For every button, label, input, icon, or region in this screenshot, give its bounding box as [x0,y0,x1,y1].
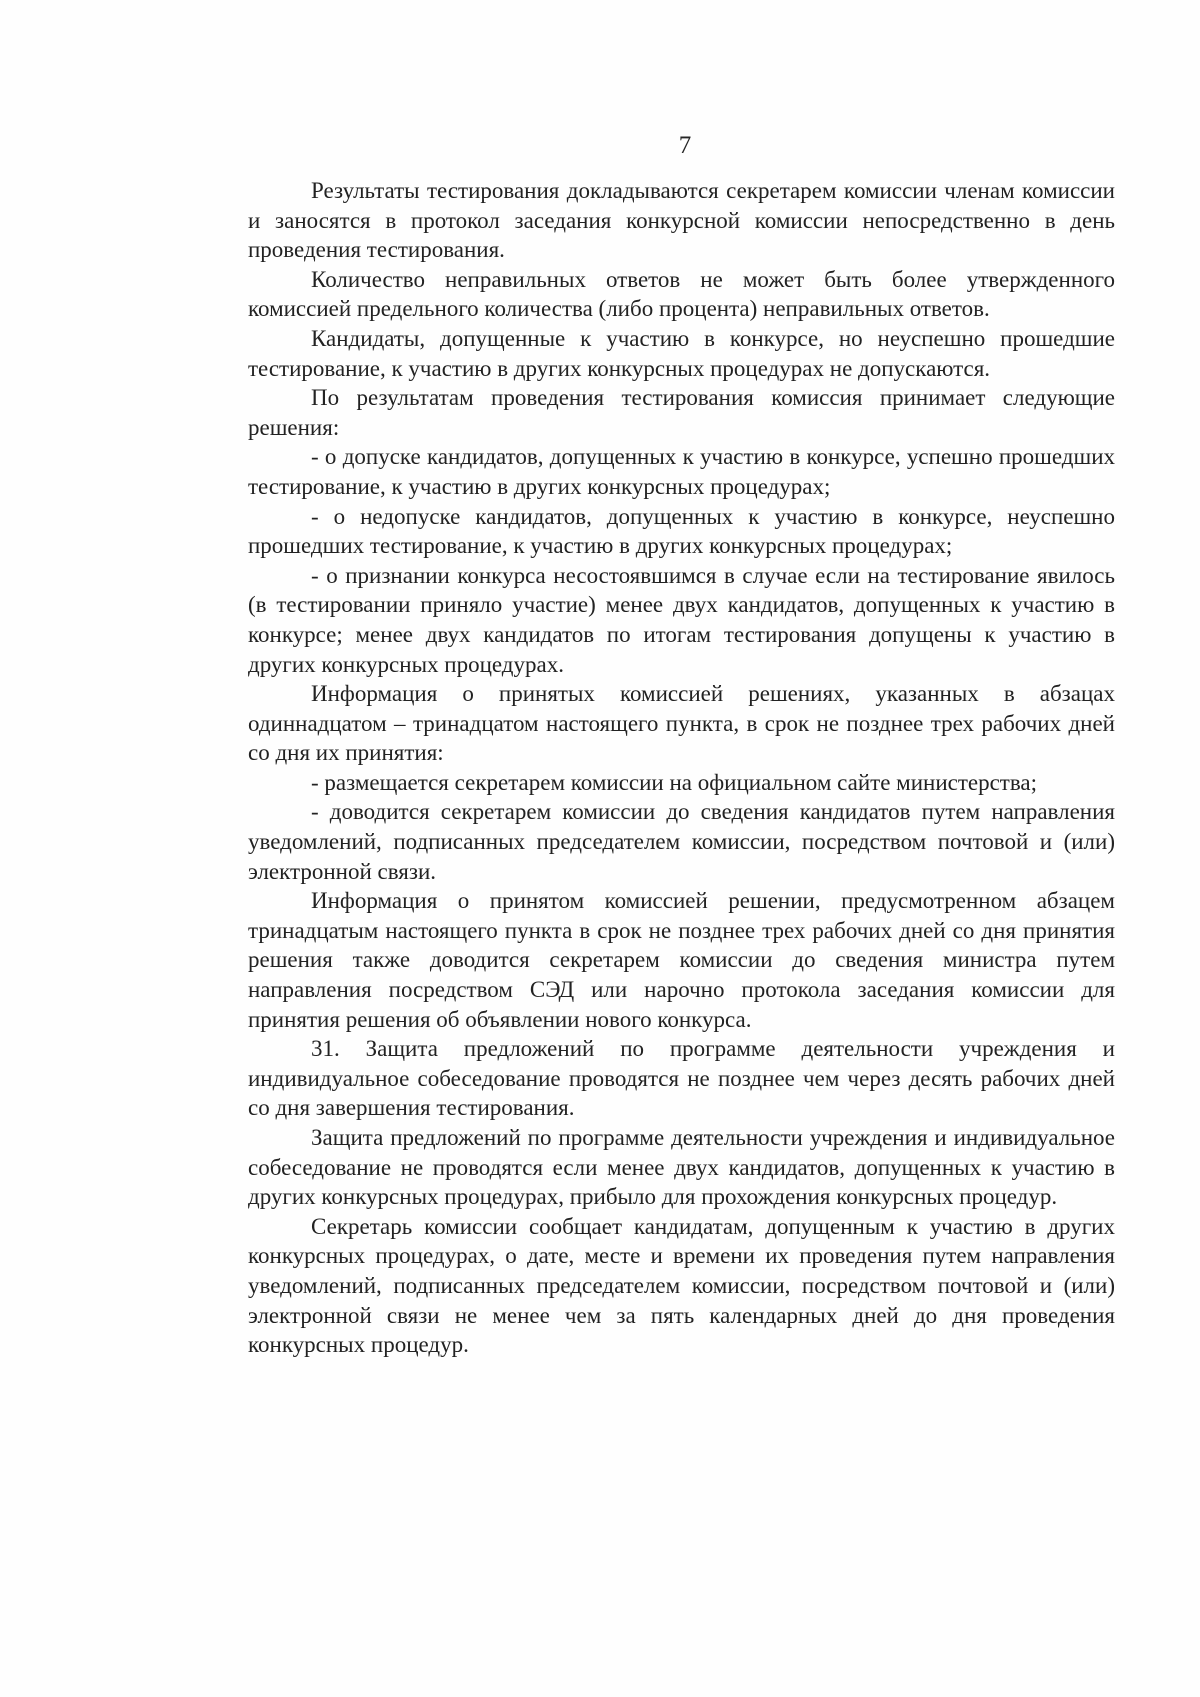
paragraph-decision-info: Информация о принятых комиссией решениях, указанных в абзацах одиннадцатом – тринадцатом настоящего пункта, в срок не позднее трех рабочих дней со дня их принятия: [248,681,1115,766]
list-item-failed-contest: - о признании конкурса несостоявшимся в случае если на тестирование явилось (в тестировании приняло участие) менее двух кандидатов, допущенных к участию в конкурсе; менее двух кандидатов по итогам тестирования допущены к участию в других конкурсных процедурах. [248,562,1115,677]
paragraph-secretary-notice: Секретарь комиссии сообщает кандидатам, допущенным к участию в других конкурсных процедурах, о дате, месте и времени их проведения путем направления уведомлений, подписанных председателем комиссии, посредством почтовой и (или) электронной связи не менее чем за пять календарных дней до дня проведения конкурсных процедур. [248,1213,1115,1358]
page-number: 7 [678,132,692,159]
paragraph-test-results: Результаты тестирования докладываются секретарем комиссии членам комиссии и заносятся в протокол заседания конкурсной комиссии непосредственно в день проведения тестирования. [248,178,1115,263]
document-body [248,176,1115,1360]
paragraph-no-interview: Защита предложений по программе деятельности учреждения и индивидуальное собеседование не проводятся если менее двух кандидатов, допущенных к участию в других конкурсных процедурах, прибыло для прохождения конкурсных процедур. [248,1125,1115,1210]
list-item-admission: - о допуске кандидатов, допущенных к участию в конкурсе, успешно прошедших тестирование, к участию в других конкурсных процедурах; [248,444,1115,499]
list-item-non-admission: - о недопуске кандидатов, допущенных к участию в конкурсе, неуспешно прошедших тестирование, к участию в других конкурсных процедурах; [248,503,1115,559]
paragraph-not-admitted: Кандидаты, допущенные к участию в конкурсе, но неуспешно прошедшие тестирование, к участию в других конкурсных процедурах не допускаются. [248,325,1115,381]
list-item-website: - размещается секретарем комиссии на официальном сайте министерства; [311,769,1038,795]
paragraph-section-31: 31. Защита предложений по программе деятельности учреждения и индивидуальное собеседование проводятся не позднее чем через десять рабочих дней со дня завершения тестирования. [248,1036,1115,1121]
paragraph-wrong-answers: Количество неправильных ответов не может быть более утвержденного комиссией предельного количества (либо процента) неправильных ответов. [248,266,1115,322]
paragraph-decisions-intro: По результатам проведения тестирования комиссия принимает следующие решения: [248,385,1115,440]
paragraph-minister-info: Информация о принятом комиссией решении, предусмотренном абзацем тринадцатым настоящего пункта в срок не позднее трех рабочих дней со дня принятия решения также доводится секретарем комиссии до сведения министра путем направления посредством СЭД или нарочно протокола заседания комиссии для принятия решения об объявлении нового конкурса. [248,888,1115,1032]
list-item-notification: - доводится секретарем комиссии до сведения кандидатов путем направления уведомлений, подписанных председателем комиссии, посредством почтовой и (или) электронной связи. [248,799,1115,884]
